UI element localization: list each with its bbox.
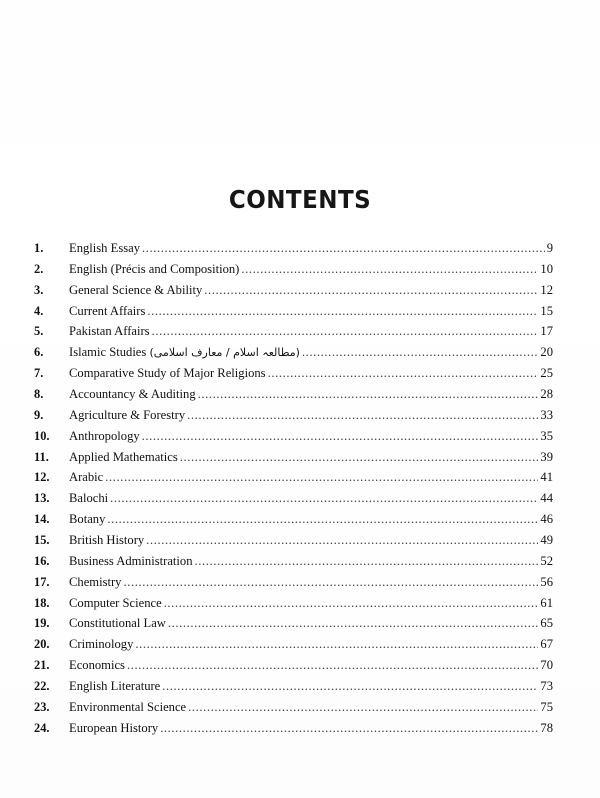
toc-entry-body [69, 637, 553, 652]
toc-entry [0, 488, 600, 509]
toc-entry-page-number: 15 [540, 303, 553, 318]
toc-entry-title-text: Balochi [69, 491, 109, 506]
toc-entry-title [69, 596, 162, 611]
toc-entry-page-number: 61 [540, 595, 553, 610]
toc-entry-title [69, 345, 300, 360]
dot-leader [123, 575, 538, 590]
toc-entry-page-number: 12 [540, 282, 553, 297]
toc-entry-number: 24. [34, 720, 50, 735]
toc-entry-page-number: 41 [540, 470, 553, 485]
dot-leader [195, 554, 539, 569]
toc-entry-number: 22. [34, 678, 50, 693]
toc-entry-body [69, 721, 553, 736]
toc-entry-body [69, 616, 553, 631]
toc-entry-number: 5. [34, 324, 44, 339]
dot-leader [127, 658, 538, 673]
dot-leader [198, 387, 539, 402]
toc-entry-title-text: Criminology [69, 637, 134, 652]
toc-entry-page-number: 56 [540, 574, 553, 589]
toc-entry-title [69, 700, 186, 715]
toc-entry-body [69, 491, 553, 506]
toc-entry-body [69, 679, 553, 694]
toc-entry [0, 280, 600, 301]
toc-entry-page-number: 9 [546, 240, 553, 255]
toc-entry-body [69, 512, 553, 527]
toc-entry-body [69, 408, 553, 423]
toc-entry-title [69, 575, 121, 590]
dot-leader [105, 470, 538, 485]
toc-entry-page-number: 49 [540, 532, 553, 547]
toc-entry-number: 9. [34, 407, 44, 422]
toc-entry [0, 363, 600, 384]
toc-entry-body [69, 658, 553, 673]
toc-entry-title-text: Computer Science [69, 595, 162, 610]
toc-entry [0, 551, 600, 572]
toc-entry-page-number: 25 [540, 366, 553, 381]
toc-entry-page-number: 67 [540, 637, 553, 652]
toc-entry-number: 2. [34, 261, 44, 276]
toc-entry-title-text: Islamic Studies [69, 345, 147, 360]
dot-leader [110, 491, 538, 506]
toc-entry-title [69, 491, 108, 506]
dot-leader [142, 429, 539, 444]
toc-entry-title-text: Constitutional Law [69, 616, 166, 631]
toc-entry-page-number: 70 [540, 658, 553, 673]
toc-entry-title [69, 241, 140, 256]
toc-entry-body [69, 554, 553, 569]
dot-leader [188, 700, 538, 715]
dot-leader [107, 512, 538, 527]
toc-entry-number: 19. [34, 616, 50, 631]
toc-entry-page-number: 78 [540, 720, 553, 735]
toc-entry-page-number: 52 [540, 553, 553, 568]
toc-entry-body [69, 345, 553, 360]
toc-entry-number: 6. [34, 345, 44, 360]
dot-leader [142, 241, 545, 256]
toc-entry-title [69, 283, 202, 298]
toc-entry-body [69, 366, 553, 381]
toc-entry-page-number: 20 [540, 345, 553, 360]
toc-entry-number: 12. [34, 470, 50, 485]
toc-entry-number: 16. [34, 553, 50, 568]
toc-entry-number: 11. [34, 449, 49, 464]
toc-entry-body [69, 283, 553, 298]
toc-entry-title [69, 304, 145, 319]
toc-entry-number: 13. [34, 491, 50, 506]
toc-entry-title-text: English Literature [69, 678, 161, 693]
toc-entry [0, 467, 600, 488]
toc-entry-number: 8. [34, 386, 44, 401]
toc-entry-body [69, 450, 553, 465]
dot-leader [162, 679, 538, 694]
toc-entry-title-text: Botany [69, 512, 106, 527]
dot-leader [187, 408, 538, 423]
toc-entry-title-text: Current Affairs [69, 303, 146, 318]
toc-entry-page-number: 17 [540, 324, 553, 339]
toc-entry-title-text: Agriculture & Forestry [69, 407, 186, 422]
toc-entry-title [69, 470, 103, 485]
toc-entry [0, 613, 600, 634]
toc-entry [0, 530, 600, 551]
toc-entry-title-text: Comparative Study of Major Religions [69, 366, 266, 381]
dot-leader [135, 637, 538, 652]
toc-entry-title-text: European History [69, 720, 159, 735]
toc-entry [0, 447, 600, 468]
toc-entry [0, 301, 600, 322]
toc-entry [0, 509, 600, 530]
toc-entry [0, 321, 600, 342]
toc-entry-title [69, 450, 178, 465]
dot-leader [160, 721, 538, 736]
toc-entry-number: 20. [34, 637, 50, 652]
toc-entry [0, 342, 600, 363]
toc-entry-title-urdu: (مطالعہ اسلام / معارف اسلامی) [149, 346, 300, 360]
toc-entry-title [69, 533, 144, 548]
toc-entry-title [69, 408, 185, 423]
toc-entry-page-number: 73 [540, 678, 553, 693]
toc-entry-title-text: General Science & Ability [69, 282, 203, 297]
dot-leader [152, 324, 539, 339]
toc-entry-title-text: Pakistan Affairs [69, 324, 150, 339]
toc-entry-page-number: 28 [540, 386, 553, 401]
dot-leader [146, 533, 538, 548]
toc-entry-body [69, 387, 553, 402]
toc-entry-number: 14. [34, 512, 50, 527]
toc-entry-number: 23. [34, 699, 50, 714]
toc-entry-title [69, 679, 160, 694]
page-title: CONTENTS [228, 184, 372, 214]
dot-leader [268, 366, 539, 381]
toc-entry-body [69, 700, 553, 715]
toc-entry [0, 676, 600, 697]
toc-entry [0, 593, 600, 614]
toc-entry-title [69, 658, 125, 673]
toc-entry-page-number: 75 [540, 699, 553, 714]
toc-entry-body [69, 470, 553, 485]
toc-entry-title [69, 637, 133, 652]
toc-entry-title-text: Accountancy & Auditing [69, 386, 196, 401]
toc-entry-number: 18. [34, 595, 50, 610]
toc-entry-title [69, 366, 266, 381]
toc-entry-number: 10. [34, 428, 50, 443]
toc-entry [0, 655, 600, 676]
toc-entry [0, 259, 600, 280]
toc-entry-page-number: 10 [540, 261, 553, 276]
toc-entry [0, 405, 600, 426]
toc-entry-page-number: 44 [540, 491, 553, 506]
dot-leader [241, 262, 538, 277]
toc-entry-page-number: 35 [540, 428, 553, 443]
toc-entry-title [69, 429, 140, 444]
toc-entry-title-text: Arabic [69, 470, 104, 485]
toc-entry-number: 4. [34, 303, 44, 318]
toc-entry-body [69, 324, 553, 339]
toc-entry-title-text: English Essay [69, 240, 141, 255]
dot-leader [168, 616, 539, 631]
table-of-contents [0, 238, 600, 739]
toc-entry [0, 634, 600, 655]
toc-entry-title-text: Economics [69, 658, 125, 673]
toc-entry-number: 7. [34, 366, 44, 381]
dot-leader [164, 596, 539, 611]
toc-entry-title [69, 721, 158, 736]
toc-entry-body [69, 304, 553, 319]
toc-entry-page-number: 39 [540, 449, 553, 464]
toc-entry-number: 21. [34, 658, 50, 673]
toc-entry [0, 697, 600, 718]
toc-entry-title-text: Chemistry [69, 574, 122, 589]
toc-entry [0, 718, 600, 739]
toc-entry-title-text: Business Administration [69, 553, 193, 568]
toc-entry-title-text: British History [69, 532, 145, 547]
toc-entry-body [69, 241, 553, 256]
toc-entry-title-text: Applied Mathematics [69, 449, 178, 464]
toc-entry [0, 238, 600, 259]
toc-entry [0, 572, 600, 593]
dot-leader [147, 304, 538, 319]
dot-leader [302, 345, 538, 360]
toc-entry-page-number: 46 [540, 512, 553, 527]
toc-entry-number: 17. [34, 574, 50, 589]
toc-entry-body [69, 262, 553, 277]
toc-entry-title [69, 262, 239, 277]
toc-entry-number: 3. [34, 282, 44, 297]
toc-entry-title [69, 512, 105, 527]
toc-entry [0, 426, 600, 447]
toc-entry-title [69, 387, 196, 402]
toc-entry-title [69, 616, 166, 631]
toc-entry-title-text: English (Précis and Composition) [69, 261, 240, 276]
dot-leader [204, 283, 538, 298]
dot-leader [180, 450, 539, 465]
toc-entry-page-number: 33 [540, 407, 553, 422]
toc-entry-number: 15. [34, 532, 50, 547]
toc-entry-title-text: Environmental Science [69, 699, 187, 714]
toc-entry-title [69, 554, 193, 569]
toc-entry-title [69, 324, 150, 339]
toc-entry-body [69, 596, 553, 611]
toc-entry-title-text: Anthropology [69, 428, 140, 443]
toc-entry-body [69, 533, 553, 548]
toc-entry-page-number: 65 [540, 616, 553, 631]
toc-entry-body [69, 429, 553, 444]
toc-entry-body [69, 575, 553, 590]
toc-entry [0, 384, 600, 405]
toc-entry-number: 1. [34, 240, 44, 255]
